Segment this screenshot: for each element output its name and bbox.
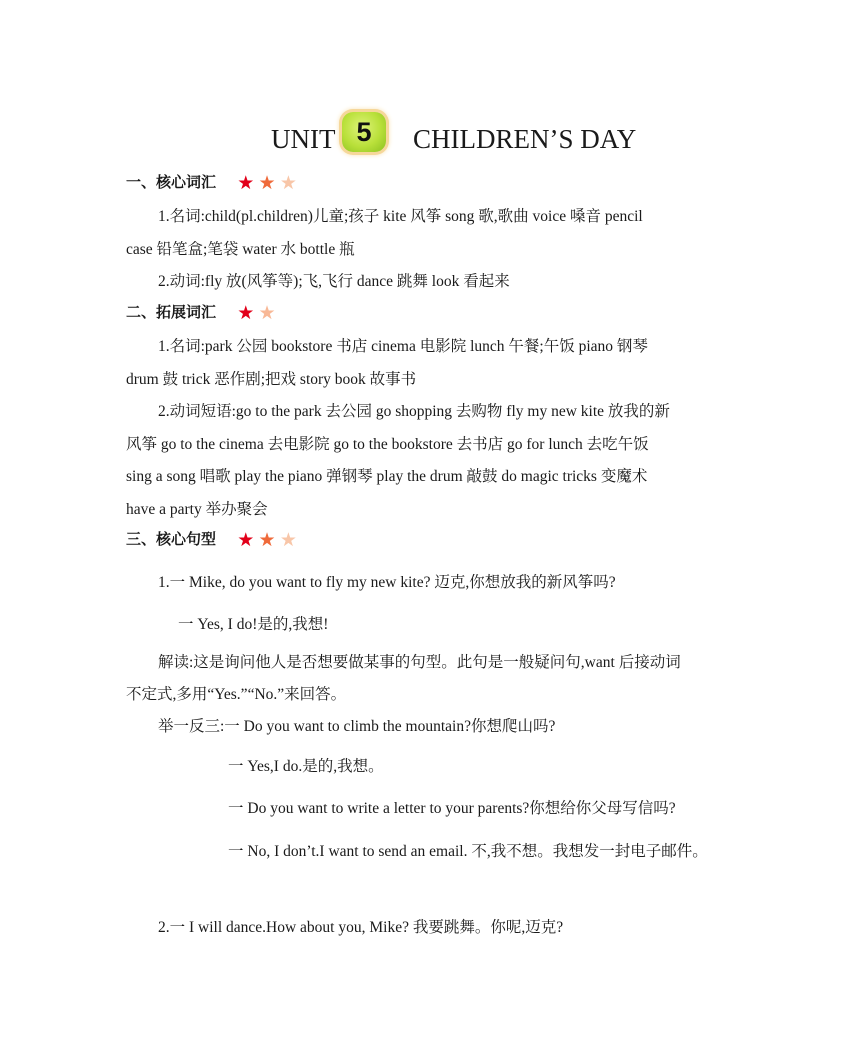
example-line bbox=[158, 714, 555, 736]
section-heading-extended-vocab bbox=[126, 301, 275, 323]
example-line bbox=[228, 839, 708, 861]
unit-label: UNIT bbox=[271, 124, 336, 154]
unit-name bbox=[413, 124, 636, 155]
line-text: case 铅笔盒;笔袋 water 水 bottle 瓶 bbox=[126, 241, 355, 258]
sentence-line bbox=[178, 612, 328, 634]
vocab-line bbox=[126, 497, 268, 519]
line-text: 举一反三:一 Do you want to climb the mountain?你想爬山吗? bbox=[158, 718, 556, 735]
difficulty-stars bbox=[237, 304, 274, 323]
star-icon: ★ bbox=[237, 529, 255, 551]
vocab-line bbox=[158, 399, 670, 421]
line-text: 一 Do you want to write a letter to your parents?你想给你父母写信吗? bbox=[228, 800, 676, 817]
vocab-line bbox=[158, 334, 648, 356]
line-text: 一 No, I don’t.I want to send an email. 不,我不想。我想发一封电子邮件。 bbox=[228, 843, 708, 860]
difficulty-stars bbox=[237, 174, 296, 193]
heading-text: 三、核心句型 bbox=[126, 530, 217, 548]
heading-text: 二、拓展词汇 bbox=[126, 303, 217, 321]
star-icon: ★ bbox=[279, 529, 297, 551]
vocab-line bbox=[126, 432, 649, 454]
unit-title bbox=[271, 124, 335, 155]
line-text: 一 Yes, I do!是的,我想! bbox=[178, 616, 329, 633]
star-icon: ★ bbox=[258, 172, 276, 194]
unit-number: 5 bbox=[356, 116, 372, 147]
sentence-line bbox=[158, 915, 563, 937]
line-text: 不定式,多用“Yes.”“No.”来回答。 bbox=[126, 686, 347, 703]
line-text: drum 鼓 trick 恶作剧;把戏 story book 故事书 bbox=[126, 371, 417, 388]
line-text: have a party 举办聚会 bbox=[126, 501, 268, 518]
explanation-line bbox=[126, 682, 346, 704]
vocab-line bbox=[158, 204, 643, 226]
unit-number-badge bbox=[342, 112, 386, 152]
line-text: 1.名词:child(pl.children)儿童;孩子 kite 风筝 song 歌,歌曲 voice 嗓音 pencil bbox=[158, 208, 643, 225]
section-heading-core-sentences bbox=[126, 528, 296, 550]
example-line bbox=[228, 796, 676, 818]
vocab-line bbox=[126, 464, 647, 486]
star-icon: ★ bbox=[258, 302, 276, 324]
star-icon: ★ bbox=[237, 172, 255, 194]
line-text: 一 Yes,I do.是的,我想。 bbox=[228, 758, 384, 775]
line-text: 1.一 Mike, do you want to fly my new kite? 迈克,你想放我的新风筝吗? bbox=[158, 574, 616, 591]
line-text: sing a song 唱歌 play the piano 弹钢琴 play the drum 敲鼓 do magic tricks 变魔术 bbox=[126, 468, 648, 485]
explanation-line bbox=[158, 650, 681, 672]
vocab-line bbox=[126, 237, 355, 259]
vocab-line bbox=[158, 269, 510, 291]
star-icon: ★ bbox=[237, 302, 255, 324]
line-text: 2.动词:fly 放(风筝等);飞,飞行 dance 跳舞 look 看起来 bbox=[158, 273, 510, 290]
difficulty-stars bbox=[237, 531, 296, 550]
star-icon: ★ bbox=[258, 529, 276, 551]
line-text: 解读:这是询问他人是否想要做某事的句型。此句是一般疑问句,want 后接动词 bbox=[158, 654, 681, 671]
vocab-line bbox=[126, 367, 416, 389]
heading-text: 一、核心词汇 bbox=[126, 173, 217, 191]
star-icon: ★ bbox=[279, 172, 297, 194]
line-text: 2.动词短语:go to the park 去公园 go shopping 去购物 fly my new kite 放我的新 bbox=[158, 403, 670, 420]
line-text: 1.名词:park 公园 bookstore 书店 cinema 电影院 lunch 午餐;午饭 piano 钢琴 bbox=[158, 338, 648, 355]
line-text: 风筝 go to the cinema 去电影院 go to the bookstore 去书店 go for lunch 去吃午饭 bbox=[126, 436, 649, 453]
section-heading-core-vocab bbox=[126, 171, 296, 193]
example-line bbox=[228, 754, 384, 776]
sentence-line bbox=[158, 570, 616, 592]
line-text: 2.一 I will dance.How about you, Mike? 我要跳舞。你呢,迈克? bbox=[158, 919, 564, 936]
unit-name-text: CHILDREN’S DAY bbox=[413, 124, 637, 154]
